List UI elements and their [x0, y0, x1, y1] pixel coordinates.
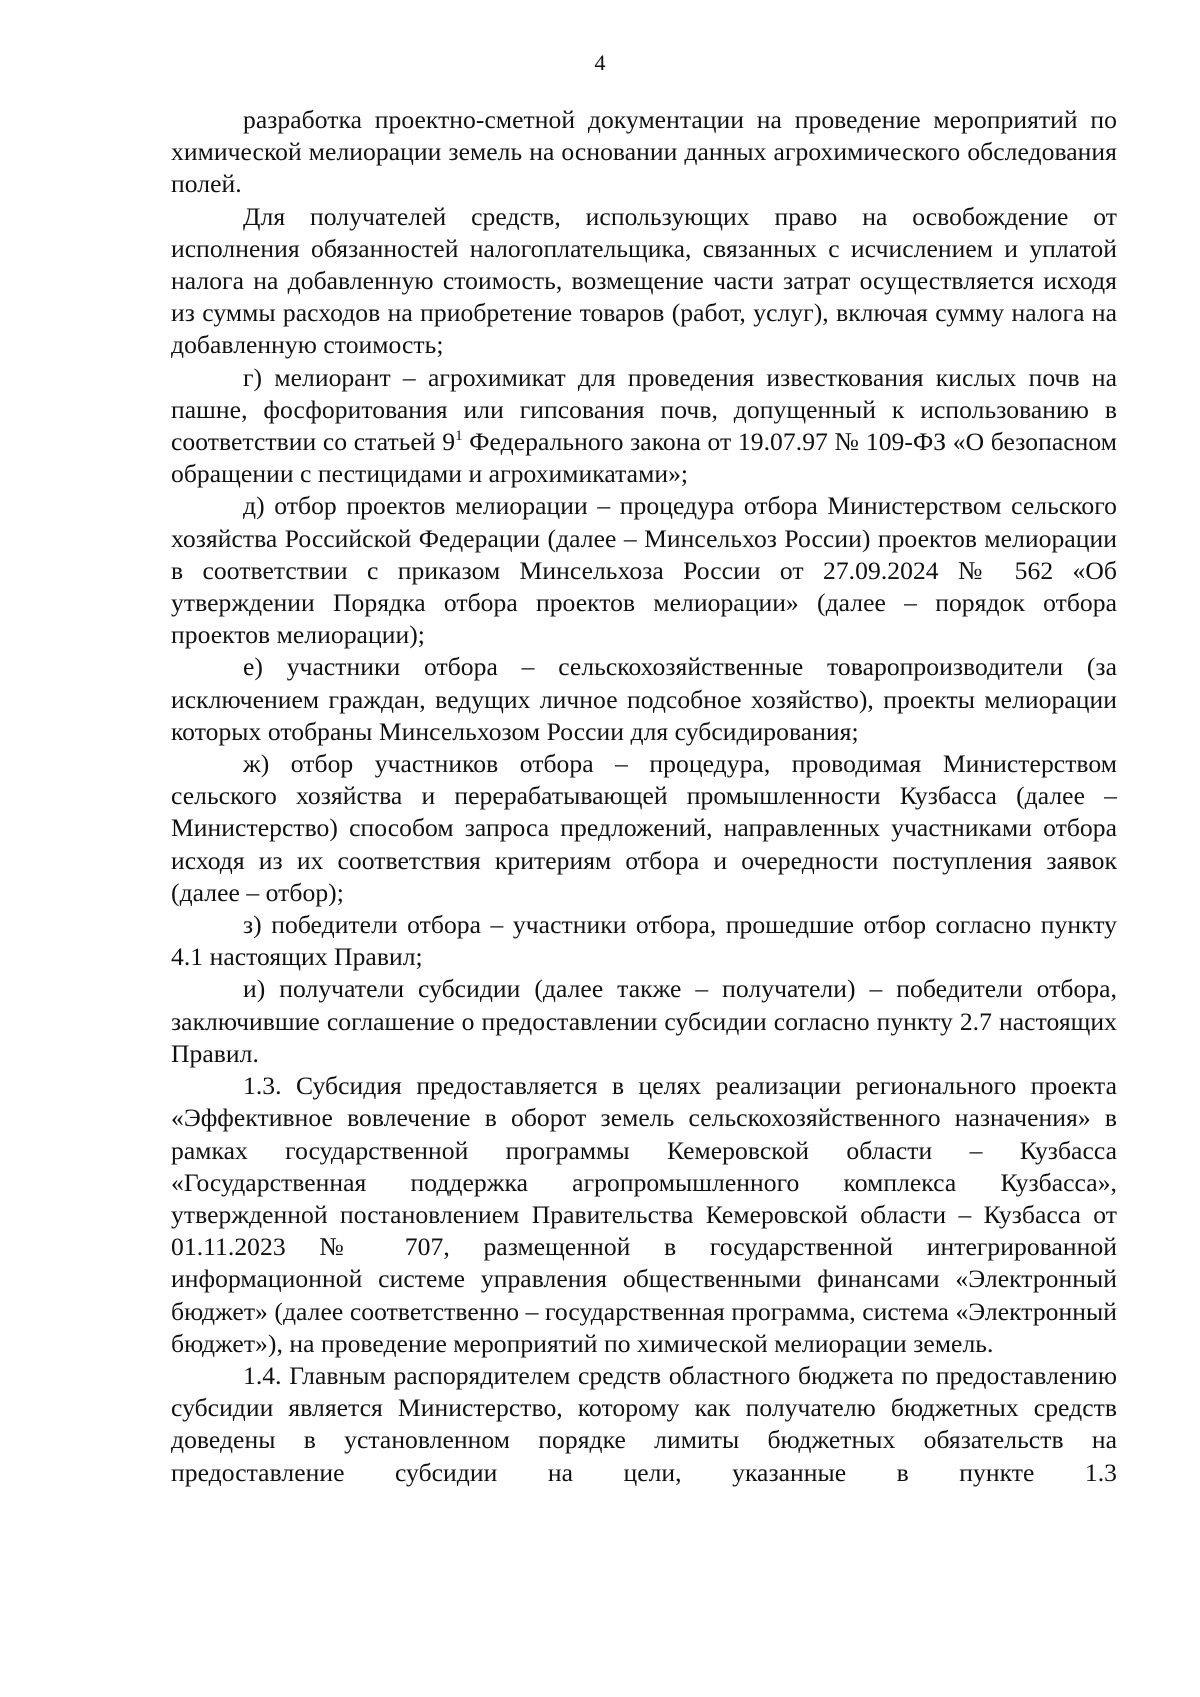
document-body	[171, 104, 1117, 1489]
paragraph-g-text-continued: Федерального закона от 19.07.97 № 109-ФЗ «О безопасном обращении с пестицидами и агрохимикатами»;	[171, 427, 1118, 489]
paragraph-vat-exemption: Для получателей средств, использующих право на освобождение от исполнения обязанностей налогоплательщика, связанных с исчислением и уплатой налога на добавленную стоимость, возмещение части затрат осуществляется исходя из суммы расходов на приобретение товаров (работ, услуг), включая сумму налога на добавленную стоимость;	[171, 201, 1117, 360]
paragraph-g-text: г) мелиорант – агрохимикат для проведения известкования кислых почв на пашне, фосфоритования или гипсования почв, допущенный к использованию в соответствии со статьей 9	[171, 362, 1117, 457]
paragraph-d-project-selection: д) отбор проектов мелиорации – процедура отбора Министерством сельского хозяйства Российской Федерации (далее – Минсельхоз России) проектов мелиорации в соответствии с приказом Минсельхоза России от 27.09.2024 № 562 «Об утверждении Порядка отбора проектов мелиорации» (далее – порядок отбора проектов мелиорации);	[171, 491, 1117, 650]
superscript-article-number: 1	[455, 428, 463, 445]
paragraph-z-selection-winners: з) победители отбора – участники отбора, прошедшие отбор согласно пункту 4.1 настоящих Правил;	[171, 910, 1117, 972]
paragraph-zh-participant-selection: ж) отбор участников отбора – процедура, проводимая Министерством сельского хозяйства и перерабатывающей промышленности Кузбасса (далее – Министерство) способом запроса предложений, направленных участниками отбора исходя из их соответствия критериям отбора и очередности поступления заявок (далее – отбор);	[171, 749, 1117, 907]
paragraph-1-3-subsidy-purpose: 1.3. Субсидия предоставляется в целях реализации регионального проекта «Эффективное вовлечение в оборот земель сельскохозяйственного назначения» в рамках государственной программы Кемеровской области – Кузбасса «Государственная поддержка агропромышленного комплекса Кузбасса», утвержденной постановлением Правительства Кемеровской области – Кузбасса от 01.11.2023 № 707, размещенной в государственной интегрированной информационной системе управления общественными финансами «Электронный бюджет» (далее соответственно – государственная программа, система «Электронный бюджет»), на проведение мероприятий по химической мелиорации земель.	[171, 1071, 1117, 1358]
paragraph-i-subsidy-recipients: и) получатели субсидии (далее также – получатели) – победители отбора, заключившие соглашение о предоставлении субсидии согласно пункту 2.7 настоящих Правил.	[171, 974, 1117, 1068]
paragraph-design-documentation: разработка проектно-сметной документации на проведение мероприятий по химической мелиорации земель на основании данных агрохимического обследования полей.	[171, 105, 1117, 199]
paragraph-g-meliorant	[171, 362, 1117, 491]
page-number: 4	[594, 50, 606, 75]
paragraph-1-4-main-manager: 1.4. Главным распорядителем средств областного бюджета по предоставлению субсидии является Министерство, которому как получателю бюджетных средств доведены в установленном порядке лимиты бюджетных обязательств на предоставление субсидии на цели, указанные в пункте 1.3	[171, 1360, 1117, 1487]
paragraph-e-selection-participants: е) участники отбора – сельскохозяйственные товаропроизводители (за исключением граждан, ведущих личное подсобное хозяйство), проекты мелиорации которых отобраны Минсельхозом России для субсидирования;	[171, 652, 1117, 746]
